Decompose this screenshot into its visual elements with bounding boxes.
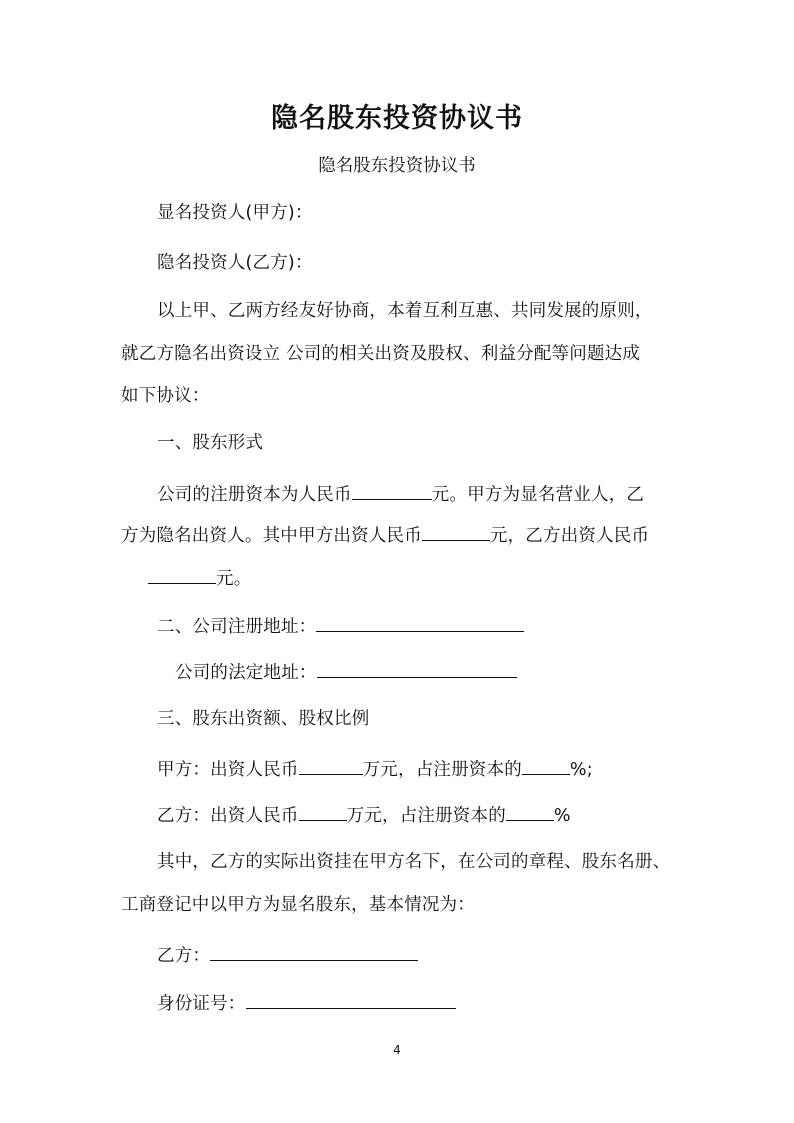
document-subtitle: 隐名股东投资协议书 bbox=[318, 156, 476, 176]
id-number-line bbox=[157, 990, 456, 1016]
party-b-share-line bbox=[157, 802, 571, 828]
s3-a-text-3: %; bbox=[569, 760, 593, 780]
party-a-label: 显名投资人(甲方)： bbox=[157, 203, 313, 223]
section-3-heading: 三、股东出资额、股权比例 bbox=[157, 709, 370, 729]
id-number-label: 身份证号： bbox=[157, 994, 246, 1014]
s1-text-c: 方为隐名出资人。其中甲方出资人民币 bbox=[121, 526, 422, 546]
s1-text-e: 元。 bbox=[216, 569, 252, 589]
section-1-line-2 bbox=[121, 522, 649, 548]
s3-b-text-1: 乙方：出资人民币 bbox=[157, 806, 299, 826]
party-a-percent-blank bbox=[522, 756, 570, 775]
section-1-line-1 bbox=[157, 481, 644, 507]
legal-address-label: 公司的法定地址： bbox=[175, 663, 317, 683]
party-b-name-blank bbox=[210, 942, 418, 961]
registered-address-blank bbox=[316, 613, 524, 632]
party-a-share-line bbox=[157, 756, 593, 782]
legal-address-line bbox=[175, 659, 517, 685]
intro-line-1: 以上甲、乙两方经友好协商，本着互利互惠、共同发展的原则， bbox=[157, 301, 653, 321]
intro-line-2: 就乙方隐名出资设立 公司的相关出资及股权、利益分配等问题达成 bbox=[121, 344, 641, 364]
s3-b-text-3: % bbox=[553, 806, 571, 826]
party-b-info-label: 乙方： bbox=[157, 946, 211, 966]
section-1-line-3 bbox=[148, 565, 251, 591]
party-a-contribution-blank bbox=[422, 522, 490, 541]
section-3-note-line-2: 工商登记中以甲方为显名股东，基本情况为： bbox=[121, 895, 475, 915]
section-2-line bbox=[157, 613, 524, 639]
section-1-heading: 一、股东形式 bbox=[157, 433, 264, 453]
party-b-amount-blank bbox=[299, 802, 347, 821]
section-2-heading: 二、公司注册地址： bbox=[157, 617, 317, 637]
page-number: 4 bbox=[393, 1043, 401, 1057]
document-title: 隐名股东投资协议书 bbox=[271, 103, 523, 134]
legal-address-blank bbox=[317, 659, 517, 678]
s1-text-d: 元，乙方出资人民币 bbox=[489, 526, 650, 546]
s3-a-text-1: 甲方：出资人民币 bbox=[157, 760, 299, 780]
section-3-note-line-1: 其中，乙方的实际出资挂在甲方名下，在公司的章程、股东名册、 bbox=[157, 852, 671, 872]
s3-b-text-2: 万元，占注册资本的 bbox=[346, 806, 506, 826]
party-a-amount-blank bbox=[299, 756, 363, 775]
s1-text-a: 公司的注册资本为人民币 bbox=[157, 485, 352, 505]
party-b-percent-blank bbox=[506, 802, 554, 821]
party-b-contribution-blank bbox=[148, 565, 216, 584]
intro-line-3: 如下协议： bbox=[121, 386, 210, 406]
registered-capital-blank bbox=[352, 481, 432, 500]
s3-a-text-2: 万元，占注册资本的 bbox=[362, 760, 522, 780]
party-b-label: 隐名投资人(乙方)： bbox=[157, 253, 313, 273]
s1-text-b: 元。甲方为显名营业人，乙 bbox=[431, 485, 645, 505]
id-number-blank bbox=[246, 990, 456, 1009]
party-b-info-line bbox=[157, 942, 418, 968]
